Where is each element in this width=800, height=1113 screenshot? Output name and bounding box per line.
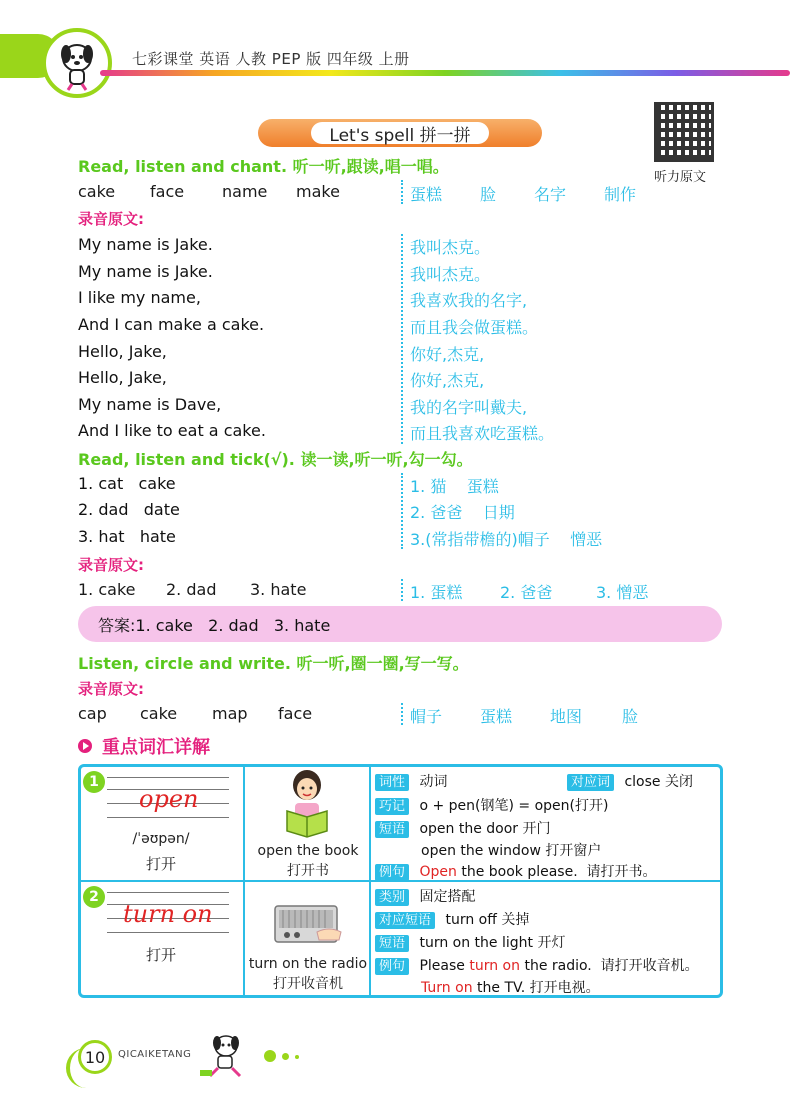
word-en: make — [296, 182, 340, 201]
tag-example: 例句 — [375, 958, 409, 975]
word-meaning: 打开 — [145, 946, 176, 964]
rainbow-stripe — [100, 70, 790, 76]
page-number: 10 — [78, 1040, 112, 1074]
chant-translation: 你好,杰克, — [410, 345, 485, 364]
radio-illustration — [273, 896, 343, 950]
chant-translation: 而且我会做蛋糕。 — [410, 318, 539, 337]
opposite-value: turn off 关掉 — [445, 912, 530, 928]
chant-line: And I can make a cake. — [78, 315, 265, 334]
word-en: name — [222, 182, 268, 201]
phrase-1: turn on the light 开灯 — [419, 935, 566, 951]
writing-guide — [107, 932, 229, 933]
column-divider — [401, 703, 403, 725]
vocab-heading — [78, 733, 210, 759]
chant-translation: 我叫杰克。 — [410, 238, 491, 257]
word-en: cake — [78, 182, 116, 201]
memory-tip: o + pen(钢笔) = open(打开) — [419, 798, 609, 814]
tag-opposite: 对应词 — [567, 774, 614, 791]
transcript-en: 2. dad — [166, 580, 217, 599]
word-en: cake — [140, 704, 178, 723]
word-en: cap — [78, 704, 107, 723]
chant-line: Hello, Jake, — [78, 342, 167, 361]
book-series-title: 七彩课堂 英语 人教 PEP 版 四年级 上册 — [132, 50, 410, 68]
chant-line: Hello, Jake, — [78, 368, 167, 387]
chant-translation: 我喜欢我的名字, — [410, 291, 528, 310]
decor-dot — [264, 1050, 276, 1062]
caption-en: turn on the radio — [248, 956, 368, 972]
chant-translation: 而且我喜欢吃蛋糕。 — [410, 424, 555, 443]
word-zh: 蛋糕 — [410, 185, 443, 204]
entry-details — [371, 767, 720, 880]
writing-guide — [107, 817, 229, 818]
example-keyword: Open — [419, 864, 457, 880]
phrase-2: open the window 打开窗户 — [421, 843, 602, 859]
entry-number: 2 — [83, 886, 105, 908]
word-zh: 地图 — [550, 707, 583, 726]
transcript-zh: 3. 憎恶 — [596, 583, 649, 602]
tick-item-translation: 3.(常指带檐的)帽子 憎恶 — [410, 530, 603, 549]
transcript-label: 录音原文: — [78, 556, 144, 574]
chant-line: My name is Jake. — [78, 235, 213, 254]
example-rest: the book please. 请打开书。 — [456, 864, 657, 880]
entry-number: 1 — [83, 771, 105, 793]
page-header — [0, 0, 800, 110]
phonetic: /ˈəʊpən/ — [132, 831, 190, 847]
dog-mascot-footer — [196, 1030, 252, 1084]
word-zh: 脸 — [480, 185, 497, 204]
tick-item: 3. hat hate — [78, 527, 176, 546]
transcript-en: 3. hate — [250, 580, 307, 599]
transcript-zh: 2. 爸爸 — [500, 583, 553, 602]
tag-opposite: 对应短语 — [375, 912, 435, 929]
tag-memory: 巧记 — [375, 798, 409, 815]
vocab-table — [78, 764, 723, 998]
transcript-en: 1. cake — [78, 580, 136, 599]
example-rest: the TV. 打开电视。 — [472, 980, 600, 996]
word-zh: 制作 — [604, 185, 637, 204]
script-word: turn on — [123, 900, 213, 928]
column-divider — [401, 473, 403, 549]
word-en: map — [212, 704, 248, 723]
caption-zh: 打开书 — [287, 863, 329, 879]
pos-value: 动词 — [419, 774, 448, 790]
script-word: open — [139, 785, 199, 813]
example-keyword: Turn on — [421, 980, 473, 996]
chant-line: My name is Dave, — [78, 395, 222, 414]
decor-dot — [295, 1055, 299, 1059]
section-title: Let's spell 拼一拼 — [311, 122, 488, 144]
qr-code-icon[interactable] — [654, 102, 714, 162]
qr-label: 听力原文 — [654, 170, 707, 185]
example-keyword: turn on — [469, 958, 520, 974]
opposite-value: close 关闭 — [624, 774, 693, 790]
chant-line: I like my name, — [78, 288, 201, 307]
tag-category: 类别 — [375, 889, 409, 906]
entry-details — [371, 882, 720, 995]
transcript-zh: 1. 蛋糕 — [410, 583, 463, 602]
caption-en: open the book — [257, 843, 359, 859]
tag-pos: 词性 — [375, 774, 409, 791]
tick-item: 1. cat cake — [78, 474, 176, 493]
decor-dot — [282, 1053, 289, 1060]
writing-guide — [107, 892, 229, 893]
play-icon — [78, 739, 92, 753]
column-divider — [401, 180, 403, 204]
dog-mascot-logo — [42, 28, 112, 98]
girl-reading-illustration — [281, 769, 333, 843]
example-pre: Please — [419, 958, 470, 974]
word-zh: 名字 — [534, 185, 567, 204]
vocab-heading-text: 重点词汇详解 — [102, 737, 210, 758]
phrase-1: open the door 开门 — [419, 821, 551, 837]
writing-guide — [107, 777, 229, 778]
answer-bar — [78, 606, 722, 642]
tick-item-translation: 2. 爸爸 日期 — [410, 503, 515, 522]
word-en: face — [150, 182, 185, 201]
tag-phrase: 短语 — [375, 935, 409, 952]
chant-line: My name is Jake. — [78, 262, 213, 281]
category-value: 固定搭配 — [419, 889, 476, 905]
chant-translation: 我叫杰克。 — [410, 265, 491, 284]
word-zh: 蛋糕 — [480, 707, 513, 726]
tick-item: 2. dad date — [78, 500, 180, 519]
image-caption — [245, 954, 371, 994]
chant-translation: 我的名字叫戴夫, — [410, 398, 528, 417]
chant-translation: 你好,杰克, — [410, 371, 485, 390]
image-caption — [245, 841, 371, 881]
section-title-bar — [258, 119, 542, 147]
part1-instruction: Read, listen and chant. 听一听,跟读,唱一唱。 — [78, 157, 449, 176]
transcript-label: 录音原文: — [78, 680, 144, 698]
vocab-row-turn-on — [81, 882, 720, 995]
part3-instruction: Listen, circle and write. 听一听,圈一圈,写一写。 — [78, 654, 469, 673]
answer-text: 答案:1. cake 2. dad 3. hate — [98, 615, 331, 635]
tag-phrase: 短语 — [375, 821, 409, 838]
word-meaning: 打开 — [145, 855, 176, 873]
tag-example: 例句 — [375, 864, 409, 881]
word-zh: 帽子 — [410, 707, 443, 726]
column-divider — [401, 234, 403, 444]
vocab-row-open — [81, 767, 720, 880]
column-divider — [401, 579, 403, 601]
tick-item-translation: 1. 猫 蛋糕 — [410, 477, 499, 496]
caption-zh: 打开收音机 — [273, 976, 343, 992]
footer-brand: QICAIKETANG — [118, 1049, 192, 1060]
transcript-label: 录音原文: — [78, 210, 144, 228]
word-en: face — [278, 704, 313, 723]
example-rest: the radio. 请打开收音机。 — [520, 958, 699, 974]
part2-instruction: Read, listen and tick(√). 读一读,听一听,勾一勾。 — [78, 450, 473, 469]
chant-line: And I like to eat a cake. — [78, 421, 266, 440]
word-zh: 脸 — [622, 707, 639, 726]
